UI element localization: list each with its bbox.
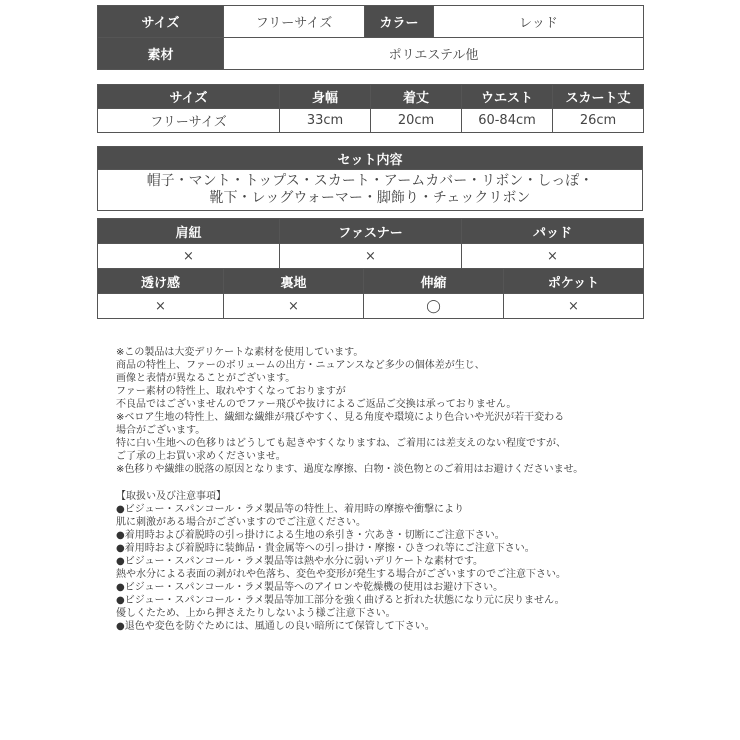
feature-value-sheerness: ×: [98, 294, 224, 319]
measurement-table: [97, 84, 644, 133]
features-1-header-row: [98, 219, 644, 244]
measure-value-length: 20cm: [371, 109, 462, 133]
material-label: 素材: [98, 38, 224, 70]
care-line: ●着用時および着脱時に装飾品・貴金属等への引っ掛け・摩擦・ひきつれ等にご注意下さい。: [116, 543, 535, 554]
feature-value-stretch: ◯: [364, 294, 504, 319]
measure-value-waist: 60-84cm: [462, 109, 553, 133]
feature-value-pad: ×: [462, 244, 644, 269]
set-contents-value-row: [98, 170, 643, 211]
care-line: 熱や水分による表面の剥がれや色落ち、変色や変形が発生する場合がございますのでご注意下さい。: [116, 569, 566, 580]
measure-value-size: フリーサイズ: [98, 109, 280, 133]
note-line: 商品の特性上、ファーのボリュームの出方・ニュアンスなど多少の個体差が生じ、: [116, 360, 485, 371]
feature-header-zipper: ファスナー: [280, 219, 462, 244]
note-line: 場合がございます。: [116, 425, 206, 436]
features-1-value-row: [98, 244, 644, 269]
set-contents-value: [98, 170, 643, 211]
note-line: 画像と表情が異なることがございます。: [116, 373, 296, 384]
measurement-value-row: [98, 109, 644, 133]
color-label: カラー: [365, 6, 434, 38]
feature-header-pocket: ポケット: [504, 269, 644, 294]
measurement-header-row: [98, 85, 644, 109]
set-contents-title: セット内容: [98, 147, 643, 170]
set-contents-line-1: 帽子・マント・トップス・スカート・アームカバー・リボン・しっぽ・: [146, 173, 594, 189]
feature-value-pocket: ×: [504, 294, 644, 319]
care-line: ●ビジュー・スパンコール・ラメ製品等へのアイロンや乾燥機の使用はお避け下さい。: [116, 582, 504, 593]
feature-value-lining: ×: [224, 294, 364, 319]
feature-value-zipper: ×: [280, 244, 462, 269]
feature-header-pad: パッド: [462, 219, 644, 244]
features-table-2: [97, 268, 644, 319]
feature-header-stretch: 伸縮: [364, 269, 504, 294]
features-2-header-row: [98, 269, 644, 294]
spec-row-material: [98, 38, 644, 70]
note-line: ※色移りや繊維の脱落の原因となります、過度な摩擦、白物・淡色物とのご着用はお避けくださいませ。: [116, 464, 584, 475]
measure-header-width: 身幅: [280, 85, 371, 109]
size-label: サイズ: [98, 6, 224, 38]
care-line: ●ビジュー・スパンコール・ラメ製品等は熱や水分に弱いデリケートな素材です。: [116, 556, 484, 567]
note-line: 特に白い生地への色移りはどうしても起きやすくなりますね、ご着用には差支えのない程度ですが、: [116, 438, 566, 449]
measure-header-skirt-length: スカート丈: [553, 85, 644, 109]
care-title: 【取扱い及び注意事項】: [116, 491, 226, 502]
set-contents-header-row: [98, 147, 643, 170]
feature-value-shoulder-strap: ×: [98, 244, 280, 269]
note-line: ※この製品は大変デリケートな素材を使用しています。: [116, 347, 364, 358]
measure-value-width: 33cm: [280, 109, 371, 133]
size-value: フリーサイズ: [224, 6, 365, 38]
set-contents-table: [97, 146, 643, 211]
care-line: ●ビジュー・スパンコール・ラメ製品等の特性上、着用時の摩擦や衝撃により: [116, 504, 465, 515]
care-instructions: [116, 490, 636, 633]
note-line: ファー素材の特性上、取れやすくなっておりますが: [116, 386, 346, 397]
care-line: 優しくたため、上から押さえたりしないよう様ご注意下さい。: [116, 608, 396, 619]
note-line: ※ベロア生地の特性上、繊細な繊維が飛びやすく、見る角度や環境により色合いや光沢が若干変わる: [116, 412, 565, 423]
set-contents-line-2: 靴下・レッグウォーマー・脚飾り・チェックリボン: [209, 190, 531, 206]
features-table-1: [97, 218, 644, 269]
measure-header-size: サイズ: [98, 85, 280, 109]
features-2-value-row: [98, 294, 644, 319]
care-line: 肌に刺激がある場合がございますのでご注意ください。: [116, 517, 366, 528]
care-line: ●ビジュー・スパンコール・ラメ製品等加工部分を強く曲げると折れた状態になり元に戻りません。: [116, 595, 565, 606]
measure-header-length: 着丈: [371, 85, 462, 109]
measure-value-skirt-length: 26cm: [553, 109, 644, 133]
care-line: ●退色や変色を防ぐためには、風通しの良い暗所にて保管して下さい。: [116, 621, 435, 632]
color-value: レッド: [434, 6, 644, 38]
feature-header-sheerness: 透け感: [98, 269, 224, 294]
material-value: ポリエステル他: [224, 38, 644, 70]
spec-table: [97, 5, 644, 70]
care-line: ●着用時および着脱時の引っ掛けによる生地の糸引き・穴あき・切断にご注意下さい。: [116, 530, 505, 541]
feature-header-shoulder-strap: 肩紐: [98, 219, 280, 244]
note-line: 不良品ではございませんのでファー飛びや抜けによるご返品ご交換は承っておりません。: [116, 399, 517, 410]
measure-header-waist: ウエスト: [462, 85, 553, 109]
feature-header-lining: 裏地: [224, 269, 364, 294]
product-notes: [116, 346, 636, 476]
spec-row-size-color: [98, 6, 644, 38]
note-line: ご了承の上お買い求めくださいませ。: [116, 451, 286, 462]
